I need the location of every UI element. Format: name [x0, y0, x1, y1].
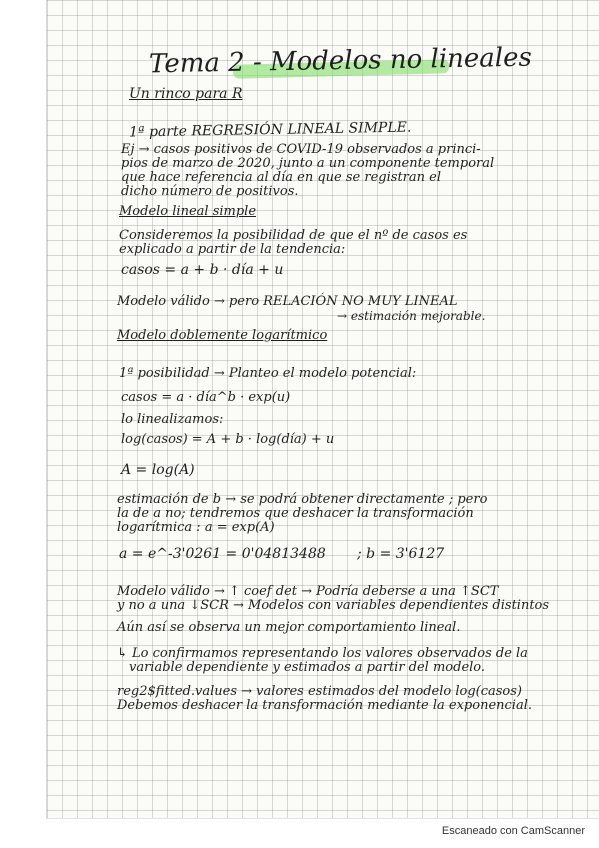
section-linear: Modelo lineal simple [119, 204, 257, 219]
conclusion-line-1: Modelo válido → ↑ coef det → Podría deberse a una ↑SCT [117, 584, 499, 599]
conclusion-line-5: variable dependiente y estimados a partir del modelo. [129, 660, 486, 675]
part-heading: 1ª parte REGRESIÓN LINEAL SIMPLE. [128, 119, 412, 141]
linear-valid-2: → estimación mejorable. [337, 309, 486, 323]
conclusion-line-7: Debemos deshacer la transformación mediante la exponencial. [117, 698, 532, 713]
intro-line-2: pios de marzo de 2020, junto a un componente temporal [121, 156, 495, 171]
notebook-page [46, 0, 599, 819]
linear-text-2: explicado a partir de la tendencia: [119, 242, 346, 257]
conclusion-line-3: Aún así se observa un mejor comportamiento lineal. [117, 620, 461, 635]
linear-formula: casos = a + b · día + u [121, 262, 284, 278]
page-title: Tema 2 - Modelos no lineales [148, 42, 533, 80]
scanner-watermark: Escaneado con CamScanner [441, 825, 585, 837]
estimation-line-3: logarítmica : a = exp(A) [117, 520, 275, 535]
section-log: Modelo doblemente logarítmico [117, 328, 328, 343]
log-line-1: 1ª posibilidad → Planteo el modelo potencial: [119, 366, 417, 381]
b-value: ; b = 3'6127 [357, 546, 445, 562]
log-line-2: casos = a · día^b · exp(u) [121, 390, 291, 405]
intro-line-3: que hace referencia al día en que se registran el [121, 170, 441, 185]
intro-line-4: dicho número de positivos. [121, 184, 299, 199]
estimation-line-2: la de a no; tendremos que deshacer la transformación [117, 506, 474, 521]
intro-line-1: Ej → casos positivos de COVID-19 observados a princi- [121, 142, 481, 157]
conclusion-line-4: ↳ Lo confirmamos representando los valores observados de la [117, 646, 528, 661]
log-line-4: log(casos) = A + b · log(día) + u [121, 432, 335, 447]
a-value: a = e^-3'0261 = 0'04813488 [119, 546, 326, 562]
linear-text-1: Consideremos la posibilidad de que el nº de casos es [119, 228, 468, 243]
linear-valid: Modelo válido → pero RELACIÓN NO MUY LINEAL [117, 294, 458, 309]
conclusion-line-2: y no a una ↓SCR → Modelos con variables dependientes distintos [117, 598, 550, 613]
log-line-3: lo linealizamos: [121, 412, 224, 427]
page-subtitle: Un rinco para R [129, 86, 243, 102]
a-definition: A = log(A) [121, 462, 195, 478]
conclusion-line-6: reg2$fitted.values → valores estimados del modelo log(casos) [117, 684, 522, 699]
estimation-line-1: estimación de b → se podrá obtener directamente ; pero [117, 492, 488, 507]
